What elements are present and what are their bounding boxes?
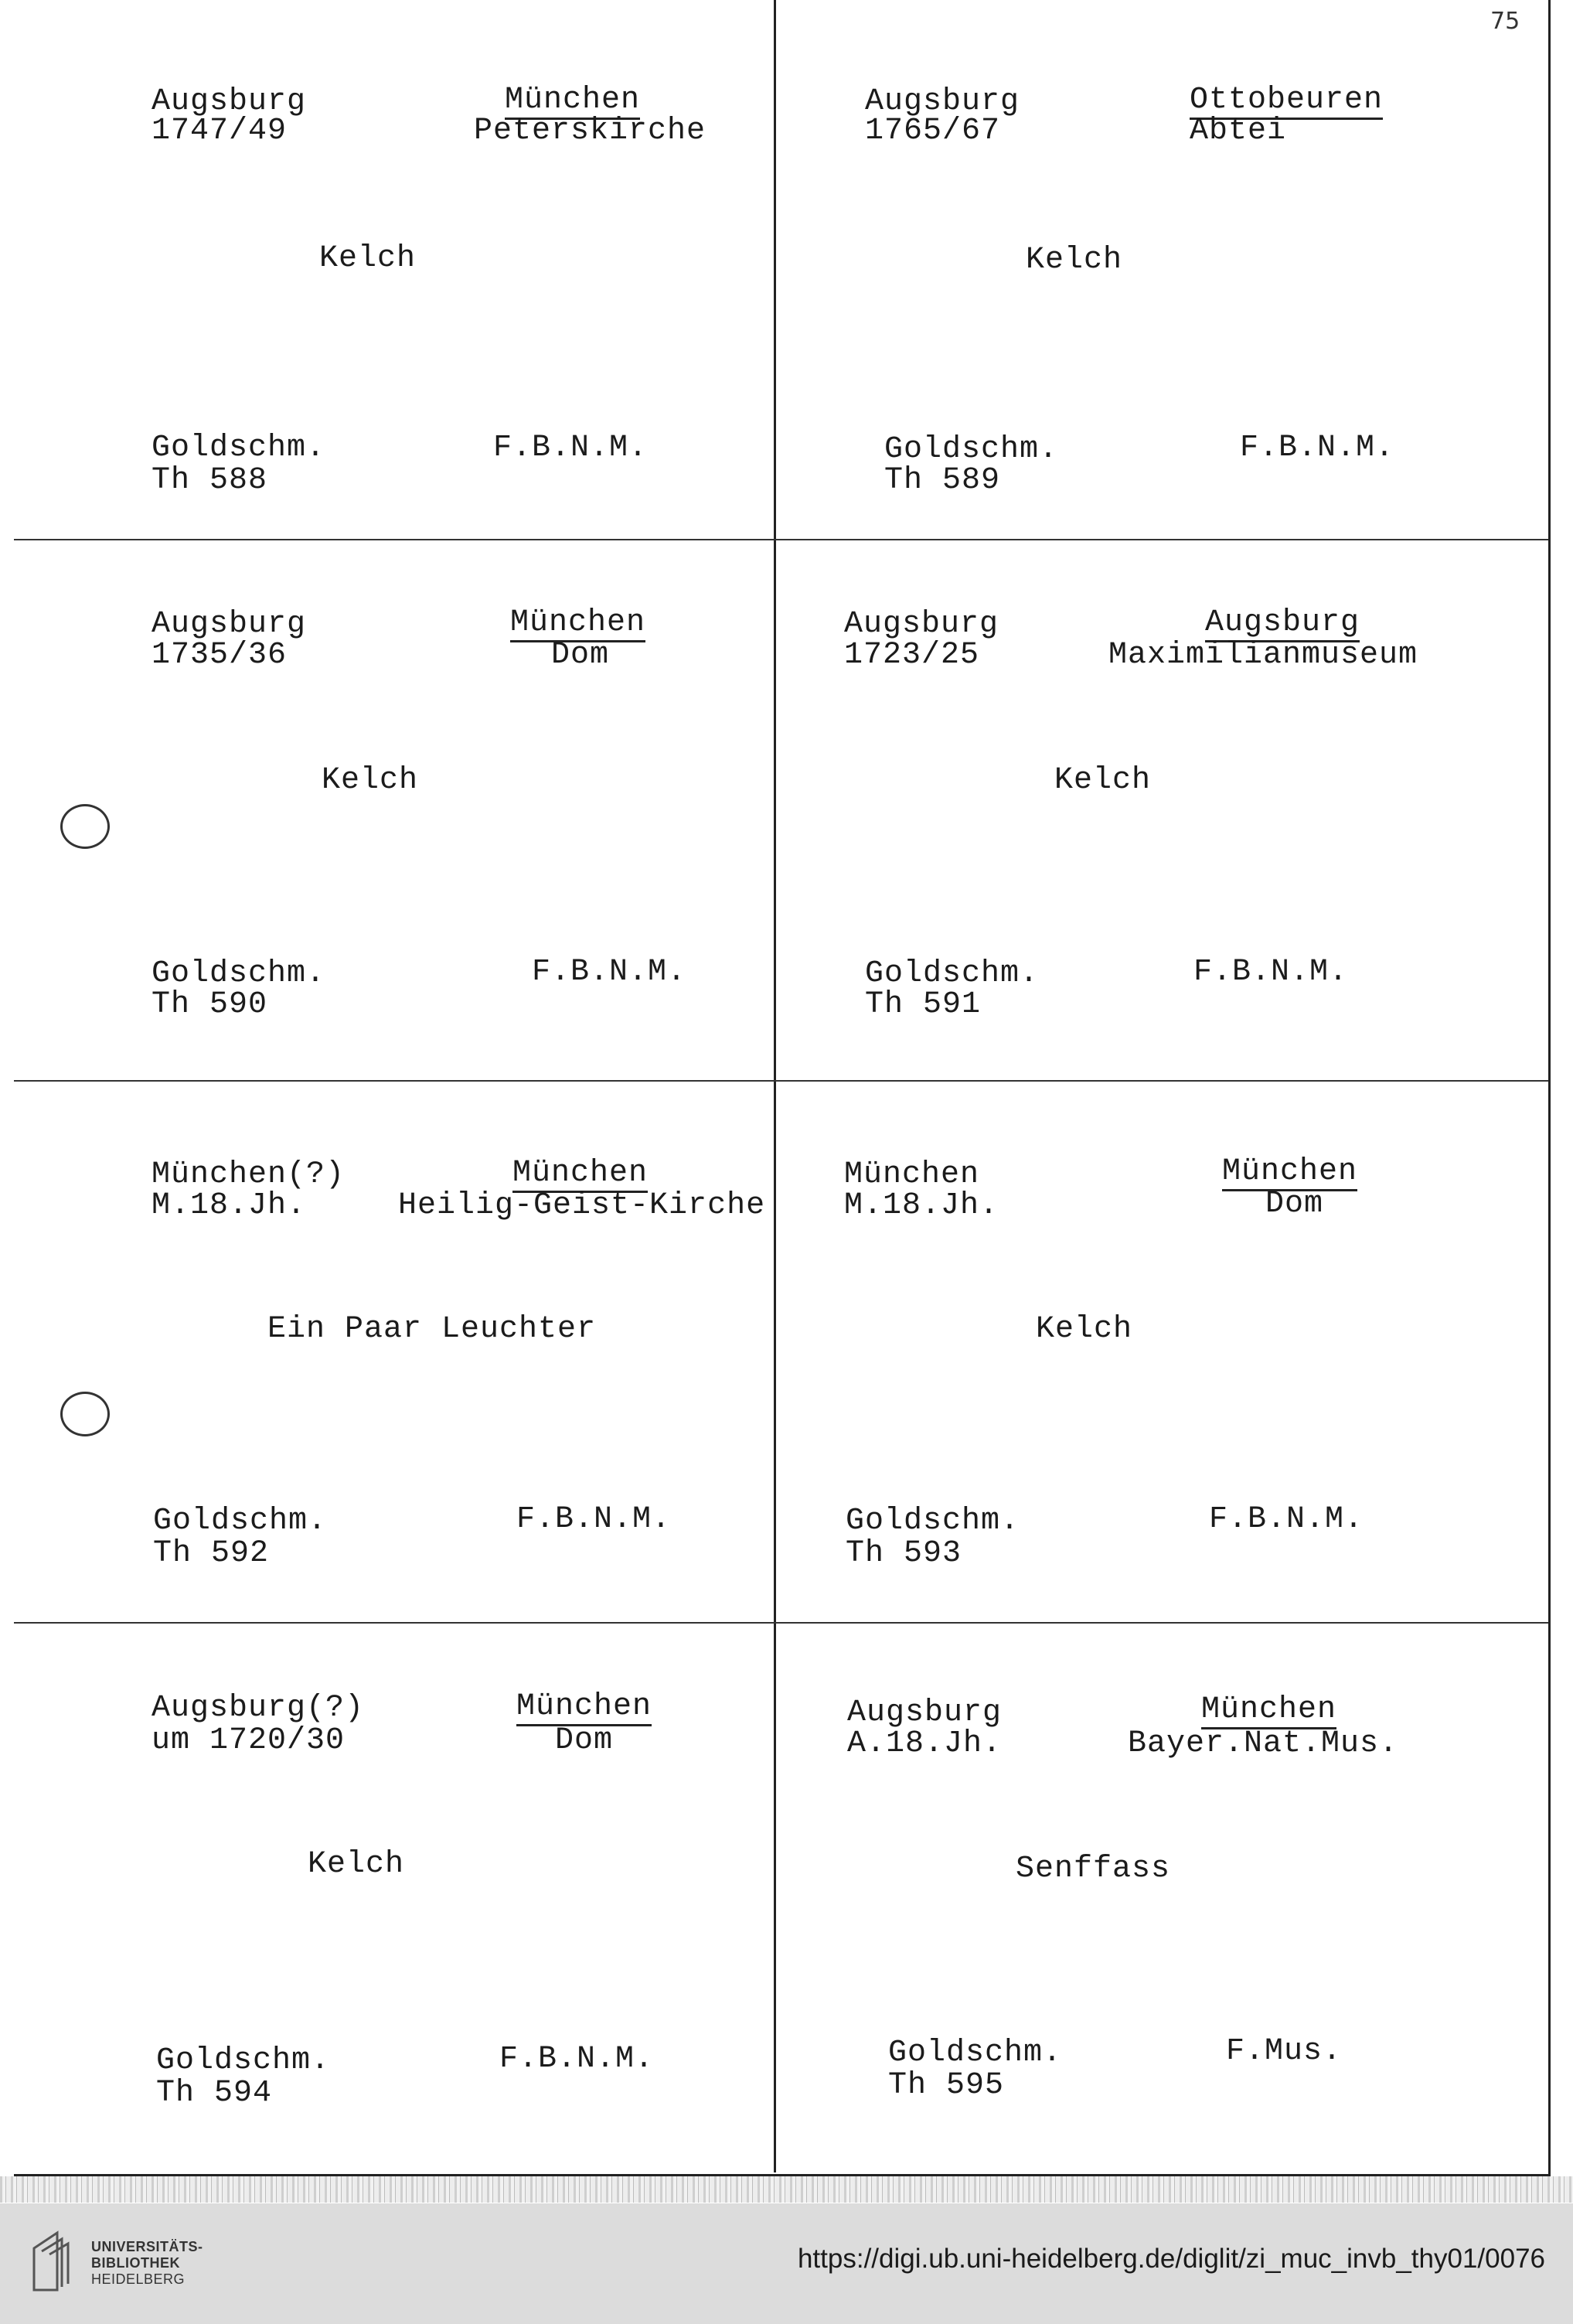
- category: Goldschm.: [846, 1504, 1020, 1539]
- location-detail: Abtei: [1190, 114, 1287, 148]
- location-detail: Dom: [555, 1723, 614, 1758]
- category: Goldschm.: [865, 956, 1040, 991]
- photo-source: F.B.N.M.: [1193, 955, 1349, 990]
- category: Goldschm.: [888, 2036, 1063, 2070]
- location-city: München: [1201, 1695, 1336, 1729]
- origin-date: 1765/67: [865, 114, 1001, 148]
- origin-place: Augsburg: [844, 607, 999, 642]
- library-logo-icon: [28, 2227, 82, 2296]
- catalog-card: [776, 541, 1536, 1082]
- object-type: Kelch: [322, 763, 419, 798]
- inventory-number: Th 588: [152, 463, 268, 498]
- object-type: Senffass: [1016, 1852, 1171, 1886]
- index-card-sheet: [14, 0, 1551, 2176]
- location-detail: Dom: [1265, 1187, 1324, 1222]
- object-type: Kelch: [319, 241, 417, 276]
- category: Goldschm.: [152, 956, 326, 991]
- inventory-number: Th 592: [153, 1536, 270, 1571]
- location-city: Augsburg: [1205, 608, 1360, 642]
- origin-date: M.18.Jh.: [152, 1188, 307, 1223]
- object-type: Kelch: [308, 1847, 405, 1882]
- origin-date: M.18.Jh.: [844, 1188, 999, 1223]
- origin-place: Augsburg(?): [152, 1691, 365, 1726]
- category: Goldschm.: [153, 1504, 328, 1539]
- origin-place: München(?): [152, 1157, 346, 1192]
- catalog-card: [776, 1624, 1536, 2165]
- origin-date: um 1720/30: [152, 1723, 346, 1758]
- location-detail: Bayer.Nat.Mus.: [1128, 1726, 1399, 1761]
- viewer-footer: [0, 2203, 1573, 2324]
- object-type: Ein Paar Leuchter: [267, 1312, 597, 1347]
- photo-source: F.B.N.M.: [499, 2042, 655, 2077]
- catalog-card: [14, 541, 774, 1082]
- inventory-number: Th 589: [884, 463, 1001, 498]
- photo-source: F.Mus.: [1226, 2034, 1343, 2069]
- location-detail: Heilig-Geist-Kirche: [398, 1188, 766, 1223]
- location-city: München: [516, 1692, 652, 1726]
- origin-date: 1735/36: [152, 638, 288, 673]
- origin-place: München: [844, 1157, 980, 1192]
- location-detail: Dom: [551, 638, 610, 673]
- location-city: München: [505, 85, 640, 120]
- location-city: München: [510, 608, 645, 642]
- punch-hole-icon: [60, 804, 110, 849]
- permalink-url[interactable]: https://digi.ub.uni-heidelberg.de/diglit/zi_muc_invb_thy01/0076: [797, 2244, 1545, 2274]
- origin-place: Augsburg: [865, 84, 1020, 119]
- origin-date: A.18.Jh.: [847, 1726, 1003, 1761]
- inventory-number: Th 594: [156, 2076, 273, 2111]
- object-type: Kelch: [1054, 763, 1152, 798]
- inventory-number: Th 590: [152, 987, 268, 1022]
- scan-edge: [0, 2176, 1573, 2203]
- photo-source: F.B.N.M.: [1209, 1502, 1364, 1537]
- page-number: 75: [1490, 8, 1520, 35]
- location-detail: Maximilianmuseum: [1108, 638, 1418, 673]
- category: Goldschm.: [884, 432, 1059, 467]
- location-city: München: [1222, 1157, 1357, 1191]
- punch-hole-icon: [60, 1392, 110, 1436]
- origin-place: Augsburg: [152, 607, 307, 642]
- catalog-card: [776, 0, 1536, 541]
- category: Goldschm.: [152, 431, 326, 465]
- origin-place: Augsburg: [152, 84, 307, 119]
- photo-source: F.B.N.M.: [516, 1502, 672, 1537]
- catalog-card: [14, 1624, 774, 2165]
- location-city: München: [512, 1158, 648, 1193]
- catalog-card: [776, 1082, 1536, 1624]
- object-type: Kelch: [1026, 243, 1123, 278]
- inventory-number: Th 593: [846, 1536, 962, 1571]
- origin-date: 1723/25: [844, 638, 980, 673]
- catalog-card: [14, 0, 774, 541]
- location-detail: Peterskirche: [474, 114, 706, 148]
- origin-place: Augsburg: [847, 1695, 1003, 1730]
- library-name: UNIVERSITÄTS- BIBLIOTHEK HEIDELBERG: [91, 2239, 203, 2287]
- inventory-number: Th 595: [888, 2068, 1005, 2103]
- photo-source: F.B.N.M.: [532, 955, 687, 990]
- category: Goldschm.: [156, 2043, 331, 2078]
- location-city: Ottobeuren: [1190, 85, 1383, 120]
- inventory-number: Th 591: [865, 987, 982, 1022]
- photo-source: F.B.N.M.: [493, 431, 649, 465]
- photo-source: F.B.N.M.: [1240, 431, 1395, 465]
- origin-date: 1747/49: [152, 114, 288, 148]
- catalog-card: [14, 1082, 774, 1624]
- object-type: Kelch: [1036, 1312, 1133, 1347]
